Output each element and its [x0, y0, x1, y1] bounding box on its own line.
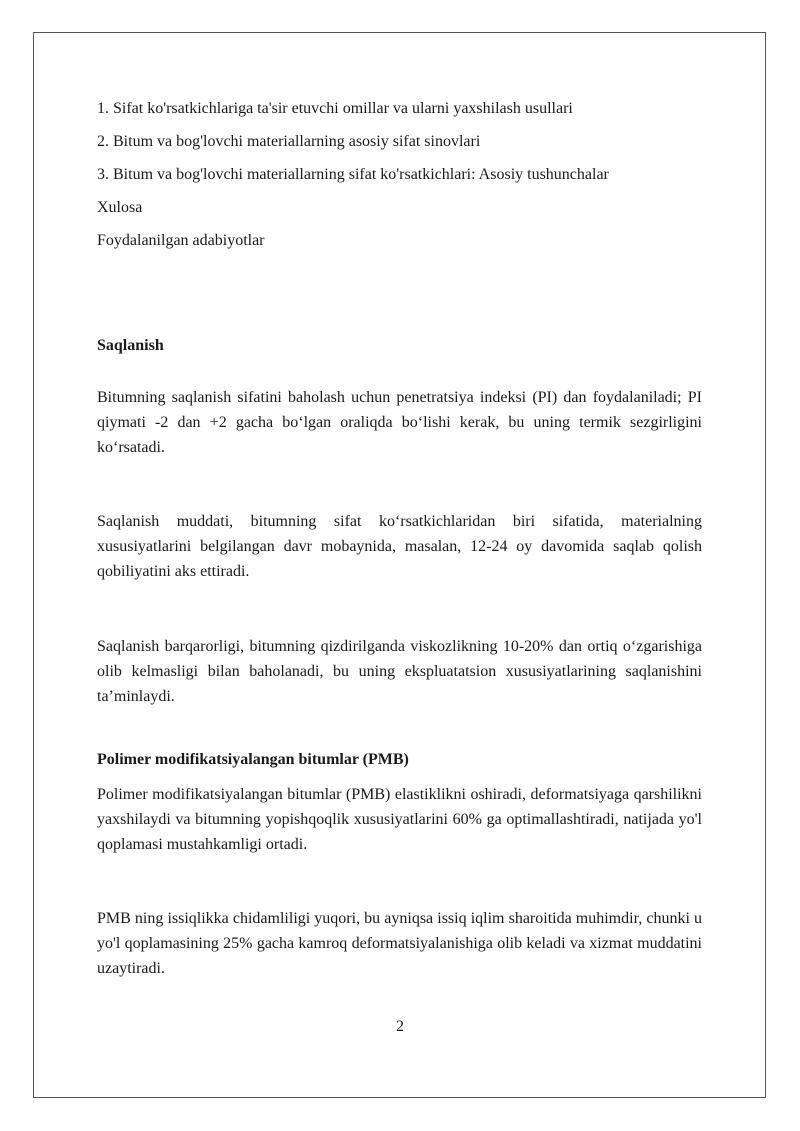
document-body: [97, 96, 702, 981]
toc-item-references: Foydalanilgan adabiyotlar: [97, 232, 265, 249]
page-number: 2: [396, 1018, 404, 1035]
paragraph-pmb-1: Polimer modifikatsiyalangan bitumlar (PMB) elastiklikni oshiradi, deformatsiyaga qarshilikni yaxshilaydi va bitumning yopishqoqlik xususiyatlarini 60% ga optimallashtiradi, natijada yo'l qoplamasi mustahkamligi ortadi.: [97, 786, 702, 853]
section-heading-pmb: Polimer modifikatsiyalangan bitumlar (PMB): [97, 751, 409, 768]
paragraph-storage-1: Bitumning saqlanish sifatini baholash uchun penetratsiya indeksi (PI) dan foydalaniladi; PI qiymati -2 dan +2 gacha bo‘lgan oraliqda bo‘lishi kerak, bu uning termik sezgirligini ko‘rsatadi.: [97, 389, 702, 456]
table-of-contents: [97, 96, 702, 253]
toc-item-conclusion: Xulosa: [97, 199, 143, 216]
toc-item-1: 1. Sifat ko'rsatkichlariga ta'sir etuvchi omillar va ularni yaxshilash usullari: [97, 100, 573, 117]
toc-item-2: 2. Bitum va bog'lovchi materiallarning asosiy sifat sinovlari: [97, 133, 481, 150]
section-storage: [97, 333, 702, 709]
paragraph-storage-3: Saqlanish barqarorligi, bitumning qizdirilganda viskozlikning 10-20% dan ortiq o‘zgarishiga olib kelmasligi bilan baholanadi, bu uning ekspluatatsion xususiyatlarining saqlanishini ta’minlaydi.: [97, 638, 702, 705]
paragraph-pmb-2: PMB ning issiqlikka chidamliligi yuqori, bu ayniqsa issiq iqlim sharoitida muhimdir, chunki u yo'l qoplamasining 25% gacha kamroq deformatsiyalanishiga olib keladi va xizmat muddatini uzaytiradi.: [97, 910, 702, 977]
toc-item-3: 3. Bitum va bog'lovchi materiallarning sifat ko'rsatkichlari: Asosiy tushunchalar: [97, 166, 609, 183]
spacer: [97, 261, 702, 333]
section-heading-storage: Saqlanish: [97, 337, 164, 354]
section-pmb: [97, 747, 702, 981]
paragraph-storage-2: Saqlanish muddati, bitumning sifat ko‘rsatkichlaridan biri sifatida, materialning xususiyatlarini belgilangan davr mobaynida, masalan, 12-24 oy davomida saqlab qolish qobiliyatini aks ettiradi.: [97, 513, 702, 580]
